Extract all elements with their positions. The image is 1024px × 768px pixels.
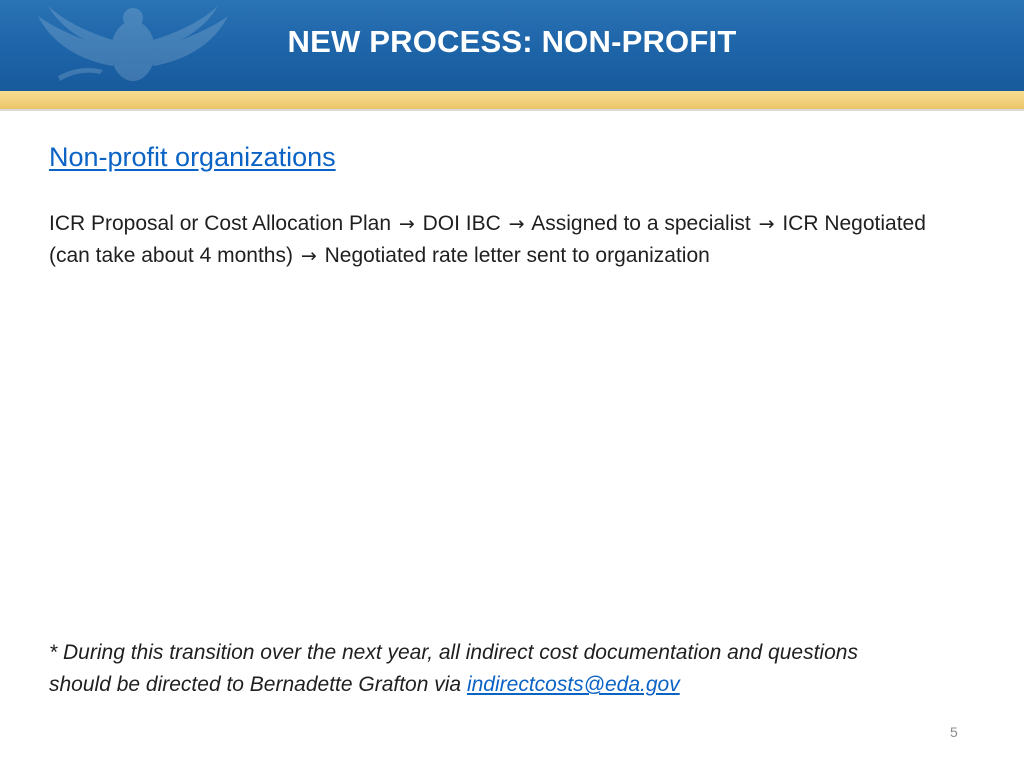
process-step: ICR Proposal or Cost Allocation Plan xyxy=(49,212,391,235)
arrow-right-icon: → xyxy=(508,213,525,235)
process-step: Assigned to a specialist xyxy=(531,212,751,235)
non-profit-organizations-link[interactable]: Non-profit organizations xyxy=(49,142,336,172)
page-number: 5 xyxy=(950,724,958,740)
arrow-right-icon: → xyxy=(758,213,775,235)
arrow-right-icon: → xyxy=(300,245,317,267)
transition-footnote xyxy=(49,637,919,701)
footnote-text: * During this transition over the next year, all indirect cost documentation and questions should be directed to Bernadette Grafton via xyxy=(49,641,858,696)
process-step: ICR Negotiated (can take about 4 months) xyxy=(49,212,926,267)
process-step: Negotiated rate letter sent to organization xyxy=(324,244,710,267)
slide-title: NEW PROCESS: NON-PROFIT xyxy=(287,24,737,59)
process-step: DOI IBC xyxy=(422,212,501,235)
slide-header xyxy=(0,0,1024,91)
email-link[interactable]: indirectcosts@eda.gov xyxy=(466,673,680,696)
header-accent-band xyxy=(0,91,1024,109)
arrow-right-icon: → xyxy=(398,213,415,235)
process-flow-text xyxy=(49,208,949,272)
